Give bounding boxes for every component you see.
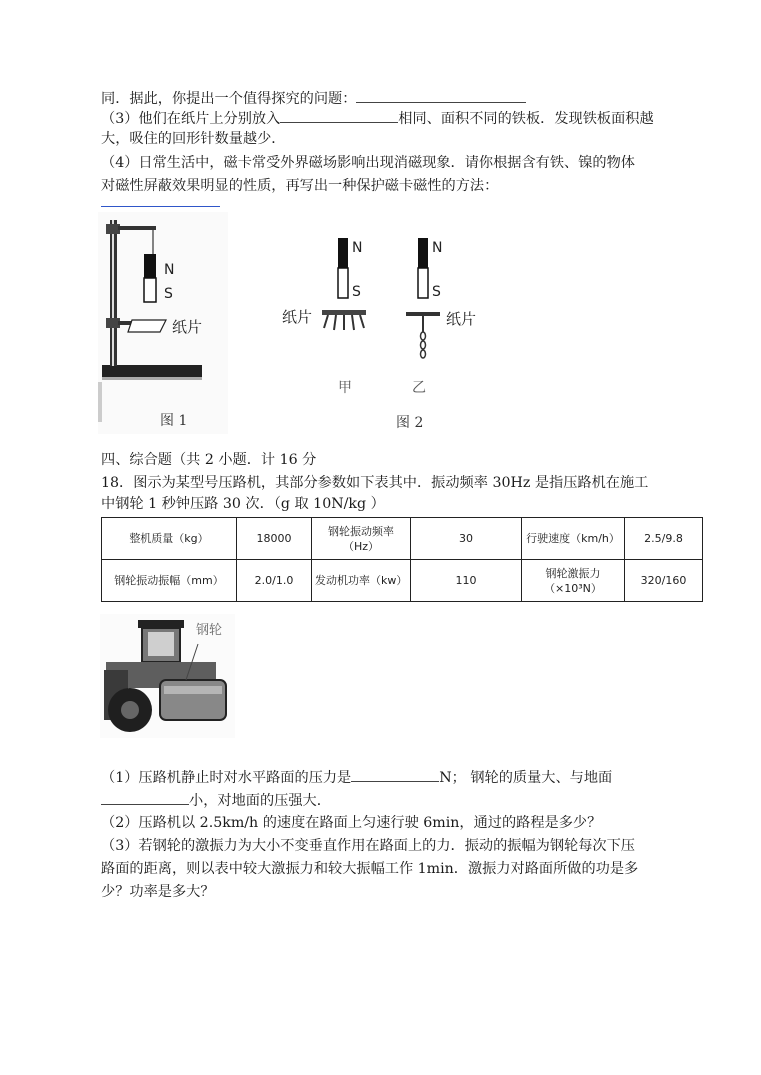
question-18-line-2: 中钢轮 1 秒钟压路 30 次．（g 取 10N/kg ）	[101, 496, 385, 512]
answer-blank[interactable]	[101, 790, 189, 805]
label-n: N	[164, 262, 175, 278]
text-line-1	[101, 88, 526, 109]
table-cell-value: 320/160	[625, 560, 703, 602]
sub-question-3-line-1: （3）若钢轮的激振力为大小不变垂直作用在路面上的力．振动的振幅为钢轮每次下压	[101, 838, 635, 854]
sub-question-1-line-1	[101, 767, 612, 788]
question-text: 相同、面积不同的铁板．发现铁板面积越	[398, 111, 654, 127]
table-row	[102, 518, 703, 560]
table-cell-label: 整机质量（kg）	[102, 518, 237, 560]
table-cell-value: 2.5/9.8	[625, 518, 703, 560]
label-paper: 纸片	[172, 318, 203, 336]
answer-blank[interactable]	[351, 767, 439, 782]
table-cell-value: 30	[411, 518, 522, 560]
table-cell-label: 钢轮激振力（×10³N）	[522, 560, 625, 602]
answer-blank[interactable]	[280, 108, 398, 123]
svg-text:纸片: 纸片	[282, 308, 313, 326]
answer-blank[interactable]	[356, 88, 526, 103]
roller-parameters-table	[101, 517, 703, 602]
table-cell-label: 钢轮振动振幅（mm）	[102, 560, 237, 602]
label-s: S	[164, 286, 173, 302]
question-text: 小，对地面的压强大．	[189, 793, 331, 809]
question-text: （3）他们在纸片上分别放入	[101, 111, 281, 127]
sub-question-3-line-2: 路面的距离，则以表中较大激振力和较大振幅工作 1min．激振力对路面所做的功是多	[101, 861, 639, 877]
table-cell-value: 2.0/1.0	[237, 560, 312, 602]
table-cell-value: 110	[411, 560, 522, 602]
svg-text:乙: 乙	[412, 380, 426, 396]
svg-text:N: N	[352, 240, 363, 256]
question-18-line-1: 18．图示为某型号压路机，其部分参数如下表其中．振动频率 30Hz 是指压路机在施工	[101, 475, 649, 491]
sub-question-2: （2）压路机以 2.5km/h 的速度在路面上匀速行驶 6min，通过的路程是多少？	[101, 815, 602, 831]
table-cell-label: 钢轮振动频率（Hz）	[312, 518, 411, 560]
figure-1-stand-diagram	[98, 212, 228, 434]
section-heading: 四、综合题（共 2 小题．计 16 分	[101, 452, 317, 468]
road-roller-image	[100, 614, 235, 738]
text-line-2	[101, 108, 654, 129]
table-row	[102, 560, 703, 602]
table-cell-label: 行驶速度（km/h）	[522, 518, 625, 560]
text-line-4: （4）日常生活中，磁卡常受外界磁场影响出现消磁现象．请你根据含有铁、镍的物体	[101, 155, 635, 171]
figure-2-jia-diagram	[282, 232, 402, 402]
sub-question-1-line-2	[101, 790, 331, 811]
text-line-3: 大，吸住的回形针数量越少．	[101, 131, 286, 147]
sub-question-3-line-3: 少？功率是多大？	[101, 884, 215, 900]
table-cell-value: 18000	[237, 518, 312, 560]
svg-text:纸片: 纸片	[446, 310, 477, 328]
roller-label: 钢轮	[196, 623, 223, 638]
question-text: N； 钢轮的质量大、与地面	[439, 770, 613, 786]
question-text: 同．据此，你提出一个值得探究的问题：	[101, 91, 357, 107]
question-text: （1）压路机静止时对水平路面的压力是	[101, 770, 352, 786]
underline-rule	[101, 206, 220, 207]
text-line-5: 对磁性屏蔽效果明显的性质，再写出一种保护磁卡磁性的方法：	[101, 178, 499, 194]
figure-2-yi-diagram	[404, 232, 514, 402]
svg-text:N: N	[432, 240, 443, 256]
svg-text:甲: 甲	[338, 380, 352, 396]
svg-text:S: S	[432, 284, 441, 300]
figure-1-caption: 图 1	[160, 413, 188, 429]
svg-text:S: S	[352, 284, 361, 300]
figure-2-caption: 图 2	[396, 415, 424, 431]
table-cell-label: 发动机功率（kw）	[312, 560, 411, 602]
